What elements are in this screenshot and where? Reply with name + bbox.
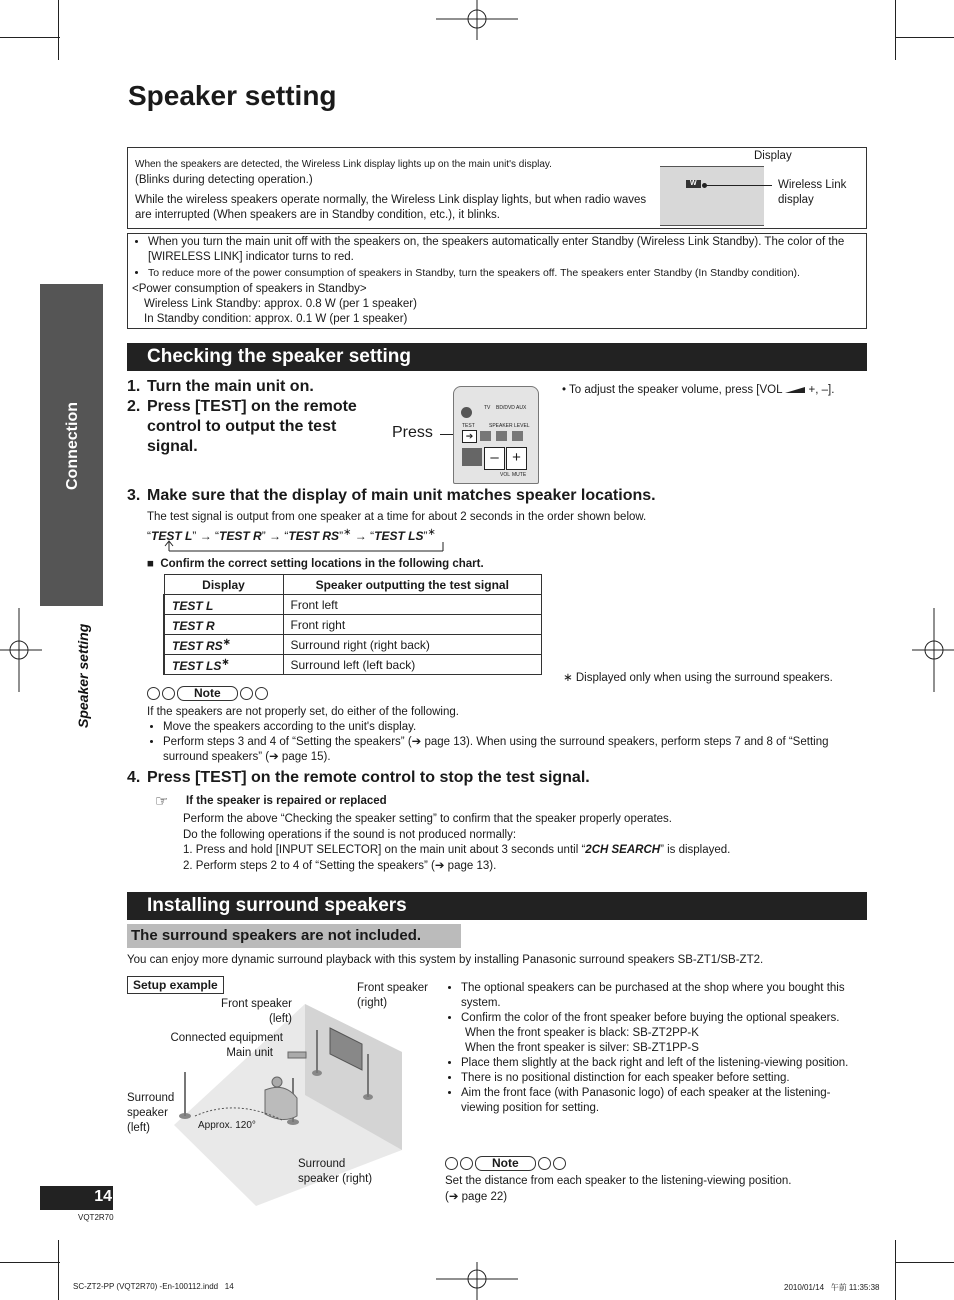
step-3: 3. Make sure that the display of main unit matches speaker locations. [127,487,656,504]
remote-key [480,431,491,441]
side-tab-section: Connection [64,402,81,490]
note-bullet-2: • Perform steps 3 and 4 of “Setting the speakers” (➔ page 13). When using the surround speakers, perform steps 7 and 8 of “Setting surround speakers” (➔ page 15). [163,735,859,765]
registration-mark-left [0,608,42,692]
standby-box [127,233,867,329]
info-box [127,147,867,229]
black-speaker-model: When the front speaker is black: SB-ZT2PP-K [465,1027,699,1039]
side-tab-subsection: Speaker setting [75,623,91,728]
step-4: 4. Press [TEST] on the remote control to stop the test signal. [127,769,590,786]
remote-speaker-level-label: SPEAKER LEVEL [489,423,530,429]
note-header-2 [445,1156,566,1171]
test-button: ➔ [462,430,477,443]
power-button [461,407,472,418]
speaker-chart [163,574,542,675]
label-surround-right: Surround speaker (right) [298,1158,373,1185]
repair-line-3: 1. Press and hold [INPUT SELECTOR] on the main unit about 3 seconds until “2CH SEARCH” is displayed. [183,844,731,856]
confirm-heading: ■ Confirm the correct setting locations in the following chart. [147,558,484,570]
remote-test-label: TEST [462,423,475,429]
wireless-standby-power: Wireless Link Standby: approx. 0.8 W (per 1 speaker) [144,298,417,310]
surround-intro: You can enjoy more dynamic surround playback with this system by installing Panasonic surround speakers SB-ZT1/SB-ZT2. [127,954,764,966]
note-circle [255,687,268,700]
seq-test-l: TEST L [151,529,193,543]
surround-note-text: Set the distance from each speaker to the listening-viewing position. [445,1175,792,1187]
vol-minus-button: – [484,447,505,470]
wireless-link-indicator: W [686,180,701,188]
info-line1: When the speakers are detected, the Wireless Link display lights up on the main unit's display. [135,159,552,170]
seq-test-ls: TEST LS [374,529,424,543]
surround-bullet-1: • The optional speakers can be purchased at the shop where you bought this system. [461,981,865,1011]
label-surround-left: Surround speaker (left) [127,1092,175,1134]
label-angle: Approx. 120° [198,1120,256,1131]
repair-line-2: Do the following operations if the sound is not produced normally: [183,829,517,841]
standby-bullet-2: • To reduce more of the power consumption of speakers in Standby, turn the speakers off. The speakers enter Standby (In Standby condition). [148,265,858,281]
volume-wedge-icon [785,387,805,393]
callout-line [704,185,772,186]
info-line3: While the wireless speakers operate normally, the Wireless Link display lights, but when radio waves are interrupted (When speakers are in Standby condition, etc.), it blinks. [135,194,647,221]
file-info: SC-ZT2-PP (VQT2R70) -En-100112.indd 14 [73,1282,234,1291]
remote-mute-label: MUTE [512,472,527,478]
note-label: Note [177,686,238,701]
table-row: TEST LS∗ Surround left (left back) [164,655,542,675]
chart-header-speaker: Speaker outputting the test signal [283,575,542,595]
table-row: TEST RS∗ Surround right (right back) [164,635,542,655]
note-circle [445,1157,458,1170]
volume-note: • To adjust the speaker volume, press [VOL +, –]. [562,384,835,396]
chart-footnote: ∗ Displayed only when using the surround speakers. [563,672,833,684]
callout-dot [702,183,707,188]
main-unit [288,1052,306,1058]
surround-bullet-2: • Confirm the color of the front speaker before buying the optional speakers. [461,1011,865,1026]
table-row: TEST R Front right [164,615,542,635]
remote-bdvd-label: BD/DVD [496,405,515,411]
surround-subheading: The surround speakers are not included. [127,924,461,948]
note-circle [147,687,160,700]
page-number: 14 [94,1188,112,1205]
section-surround-heading: Installing surround speakers [127,892,867,920]
note-circle [460,1157,473,1170]
table-row: TEST L Front left [164,595,542,615]
page-title: Speaker setting [128,80,337,111]
remote-aux-label: AUX [516,405,527,411]
remote-key-block [462,448,482,466]
surround-bullet-5: • Aim the front face (with Panasonic logo) of each speaker at the listening-viewing position for setting. [461,1086,865,1116]
label-main-unit: Main unit [226,1047,273,1059]
info-line2: (Blinks during detecting operation.) [135,174,313,186]
model-code: VQT2R70 [78,1213,114,1222]
registration-mark-top [436,0,518,40]
sequence-loop-arrow [160,540,446,554]
level-minus-key [496,431,507,441]
note-circle [538,1157,551,1170]
section-checking-heading: Checking the speaker setting [127,343,867,371]
listener-head [272,1077,282,1087]
label-connected-equipment: Connected equipment [170,1032,283,1044]
seq-test-rs: TEST RS [288,529,340,543]
note-circle [162,687,175,700]
registration-mark-bottom [436,1262,518,1300]
repair-line-1: Perform the above “Checking the speaker setting” to confirm that the speaker properly operates. [183,813,673,825]
silver-speaker-model: When the front speaker is silver: SB-ZT1PP-S [465,1042,699,1054]
power-heading: <Power consumption of speakers in Standby> [132,283,367,295]
test-sequence: “TEST L” → “TEST R” → “TEST RS”∗ → “TEST LS”∗ [147,527,436,543]
file-date: 2010/01/14 午前 11:35:38 [784,1283,880,1292]
standby-bullet-1: • When you turn the main unit off with the speakers on, the speakers automatically enter Standby (Wireless Link Standby). The color of the [WIRELESS LINK] indicator turns to red. [148,235,858,265]
surround-bullet-4: • There is no positional distinction for each speaker before setting. [461,1071,865,1086]
note-header [147,686,268,701]
step-2: 2. Press [TEST] on the remote control to output the test signal. [127,398,357,455]
display-panel [660,166,764,226]
registration-mark-right [912,608,954,692]
seq-test-r: TEST R [219,529,262,543]
surround-bullet-3: • Place them slightly at the back right and left of the listening-viewing position. [461,1056,865,1071]
note-text: If the speakers are not properly set, do either of the following. [147,706,459,718]
remote-control [453,386,539,484]
remote-tv-label: TV [484,405,491,411]
wireless-link-label: Wireless Link display [778,179,847,206]
repair-heading: If the speaker is repaired or replaced [186,795,387,807]
press-label: Press [392,424,433,441]
level-plus-key [512,431,523,441]
repair-line-4: 2. Perform steps 2 to 4 of “Setting the speakers” (➔ page 13). [183,860,497,872]
test-signal-text: The test signal is output from one speaker at a time for about 2 seconds in the order shown below. [147,511,647,523]
chart-header-display: Display [164,575,283,595]
in-standby-power: In Standby condition: approx. 0.1 W (per 1 speaker) [144,313,408,325]
display-label: Display [754,150,792,162]
vol-plus-button: + [506,447,527,470]
step-1: 1. Turn the main unit on. [127,378,314,395]
remote-vol-label: VOL [500,472,511,478]
surround-note-ref: (➔ page 22) [445,1191,508,1203]
note-circle [240,687,253,700]
note-label-2: Note [475,1156,536,1171]
pointing-hand-icon: ☞ [155,793,169,810]
note-circle [553,1157,566,1170]
label-front-right: Front speaker (right) [357,982,428,1009]
note-bullet-1: • Move the speakers according to the unit's display. [163,720,859,735]
setup-example-label: Setup example [127,976,224,994]
label-front-left: Front speaker (left) [221,998,292,1025]
